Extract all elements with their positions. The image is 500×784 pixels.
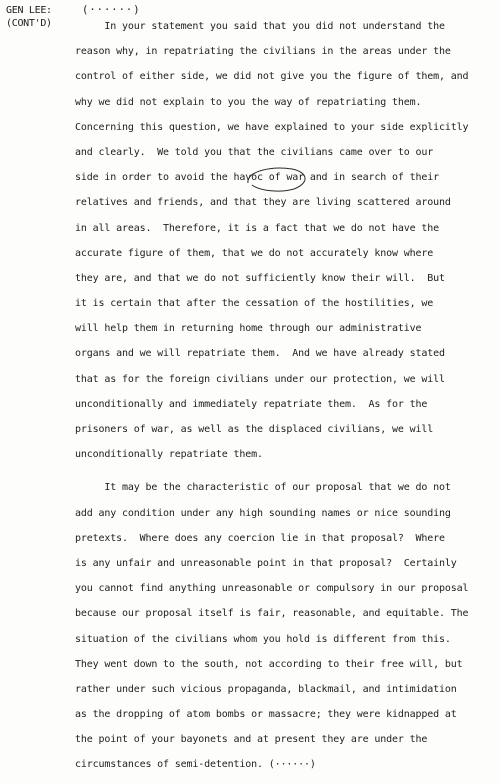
text-line: why we did not explain to you the way of repatriating them.: [75, 96, 422, 108]
paragraph: [75, 481, 490, 783]
text-line: circumstances of semi-detention. (······): [75, 759, 316, 771]
text-line: the point of your bayonets and at present they are under the: [75, 734, 428, 746]
text-line: pretexts. Where does any coercion lie in that proposal? Where: [75, 532, 445, 544]
text-line: unconditionally and immediately repatriate them. As for the: [75, 398, 428, 410]
text-line: control of either side, we did not give you the figure of them, and: [75, 71, 469, 83]
continuation-marker: (······): [82, 4, 141, 16]
transcript-body: [75, 20, 490, 784]
speaker-continued: (CONT'D): [6, 18, 52, 29]
text-line: organs and we will repatriate them. And we have already stated: [75, 348, 445, 360]
text-line: is any unfair and unreasonable point in that proposal? Certainly: [75, 557, 457, 569]
text-line: In your statement you said that you did not understand the: [75, 21, 445, 32]
text-line: relatives and friends, and that they are living scattered around: [75, 197, 451, 209]
text-line: accurate figure of them, that we do not accurately know where: [75, 247, 434, 259]
handwritten-circle-mark: [242, 165, 312, 193]
speaker-name: GEN LEE:: [6, 5, 52, 16]
text-line: because our proposal itself is fair, reasonable, and equitable. The: [75, 608, 469, 620]
text-line: reason why, in repatriating the civilians in the areas under the: [75, 46, 451, 58]
text-line: unconditionally repatriate them.: [75, 449, 263, 461]
text-line: and clearly. We told you that the civilians came over to our: [75, 146, 434, 158]
text-line: that as for the foreign civilians under our protection, we will: [75, 373, 445, 385]
text-line: you cannot find anything unreasonable or compulsory in our proposal: [75, 583, 469, 595]
text-line: side in order to avoid the havoc of war and in search of their: [75, 172, 439, 184]
text-line: Concerning this question, we have explained to your side explicitly: [75, 121, 469, 133]
text-line: as the dropping of atom bombs or massacre; they were kidnapped at: [75, 709, 457, 721]
text-line: it is certain that after the cessation of the hostilities, we: [75, 298, 434, 310]
text-line: situation of the civilians whom you hold is different from this.: [75, 633, 451, 645]
text-line: prisoners of war, as well as the displaced civilians, we will: [75, 424, 434, 435]
text-line: they are, and that we do not sufficiently know their will. But: [75, 272, 445, 284]
text-line: It may be the characteristic of our proposal that we do not: [75, 482, 451, 494]
text-line: rather under such vicious propaganda, blackmail, and intimidation: [75, 683, 457, 695]
text-line: They went down to the south, not according to their free will, but: [75, 658, 463, 670]
text-line: in all areas. Therefore, it is a fact that we do not have the: [75, 222, 439, 234]
paragraph-gap: [75, 473, 490, 481]
text-line: add any condition under any high sounding names or nice sounding: [75, 507, 451, 519]
speaker-label: [6, 4, 52, 30]
text-line: will help them in returning home through our administrative: [75, 323, 422, 335]
paragraph: [75, 20, 490, 473]
